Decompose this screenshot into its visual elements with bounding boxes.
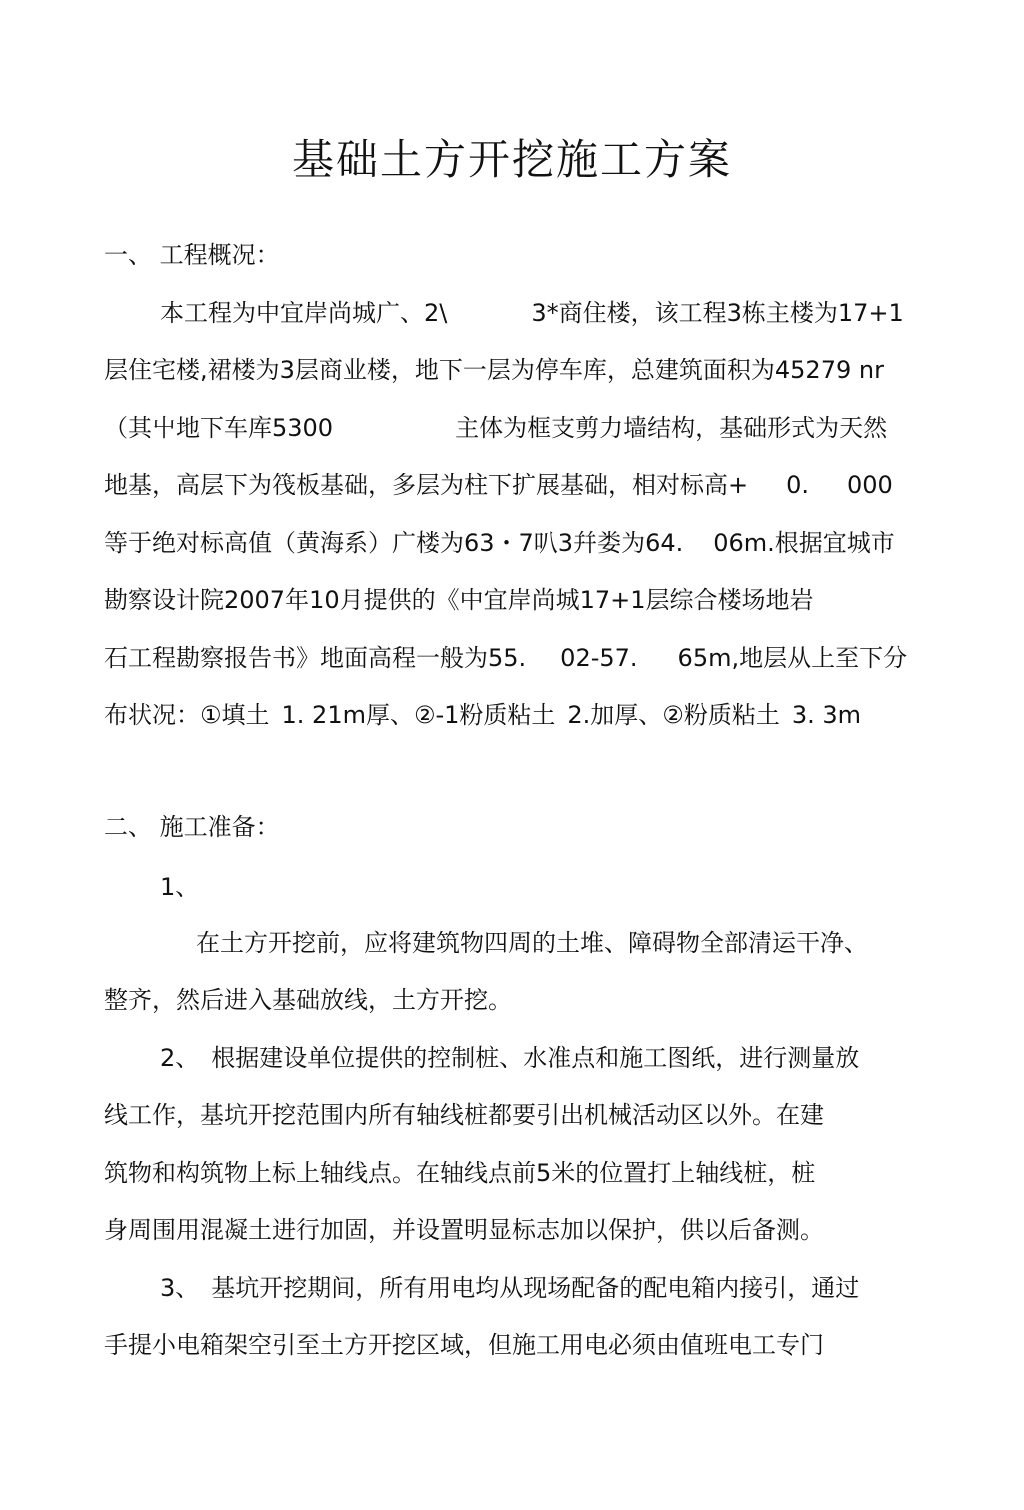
paragraph-line: 整齐，然后进入基础放线，土方开挖。 bbox=[104, 986, 512, 1014]
text-run: 0. bbox=[786, 471, 810, 499]
text-run: 层住宅楼,裙楼为3层商业楼，地下一层为停车库，总建筑面积为45279 nr bbox=[104, 356, 884, 384]
text-run: 06m.根据宜城市 bbox=[713, 529, 895, 557]
text-run: 基坑开挖期间，所有用电均从现场配备的配电箱内接引，通过 bbox=[211, 1274, 860, 1302]
list-item-number: 3、 bbox=[160, 1274, 200, 1302]
paragraph-line bbox=[160, 1271, 859, 1305]
paragraph-line: 在土方开挖前，应将建筑物四周的土堆、障碍物全部清运干净、 bbox=[196, 929, 868, 957]
paragraph-line: 线工作，基坑开挖范围内所有轴线桩都要引出机械活动区以外。在建 bbox=[104, 1101, 824, 1129]
text-run: 02-57. bbox=[560, 644, 638, 672]
text-run: 地基，高层下为筏板基础，多层为柱下扩展基础，相对标高+ bbox=[104, 471, 749, 499]
text-run: 主体为框支剪力墙结构，基础形式为天然 bbox=[455, 414, 888, 442]
list-item-number: 2、 bbox=[160, 1044, 200, 1072]
text-run: 本工程为中宜岸尚城广、2\ bbox=[160, 299, 448, 327]
paragraph-line: 手提小电箱架空引至土方开挖区域，但施工用电必须由值班电工专门 bbox=[104, 1331, 824, 1359]
paragraph-line bbox=[104, 641, 907, 675]
section-heading-preparation: 二、 施工准备： bbox=[104, 813, 280, 841]
paragraph-line bbox=[160, 296, 904, 330]
text-run: 65m,地层从上至下分 bbox=[677, 644, 908, 672]
section-heading-overview: 一、 工程概况： bbox=[104, 241, 280, 269]
text-run: 根据建设单位提供的控制桩、水准点和施工图纸，进行测量放 bbox=[211, 1044, 860, 1072]
text-run: 勘察设计院2007年10月提供的《中宜岸尚城17+1层综合楼场地岩 bbox=[104, 586, 814, 614]
paragraph-line bbox=[104, 583, 814, 617]
paragraph-line bbox=[104, 353, 884, 387]
text-run: 3. 3m bbox=[791, 701, 862, 729]
text-run: 等于绝对标高值（黄海系）广楼为63・7叭3幷娄为64. bbox=[104, 529, 684, 557]
paragraph-line bbox=[160, 1041, 859, 1075]
paragraph-line bbox=[104, 411, 887, 445]
document-title: 基础土方开挖施工方案 bbox=[291, 135, 732, 184]
paragraph-line bbox=[104, 468, 893, 502]
text-run: （其屮地下车库5300 bbox=[104, 414, 334, 442]
list-item-number: 1、 bbox=[160, 873, 200, 901]
paragraph-line bbox=[104, 698, 861, 732]
text-run: 布状况：①填土 bbox=[104, 701, 270, 729]
text-run: 000 bbox=[847, 471, 893, 499]
paragraph-line: 身周围用混凝土进行加固，并设置明显标志加以保护，供以后备测。 bbox=[104, 1216, 824, 1244]
text-run: 3*商住楼，该工程3栋主楼为17+1 bbox=[531, 299, 904, 327]
text-run: 石工程勘察报告书》地面高程一般为55. bbox=[104, 644, 527, 672]
paragraph-line: 筑物和构筑物上标上轴线点。在轴线点前5米的位置打上轴线桩，桩 bbox=[104, 1159, 816, 1187]
text-run: 2.加厚、②粉质粘土 bbox=[567, 701, 780, 729]
text-run: 1. 21m厚、②-1粉质粘土 bbox=[281, 701, 556, 729]
paragraph-line bbox=[104, 526, 895, 560]
